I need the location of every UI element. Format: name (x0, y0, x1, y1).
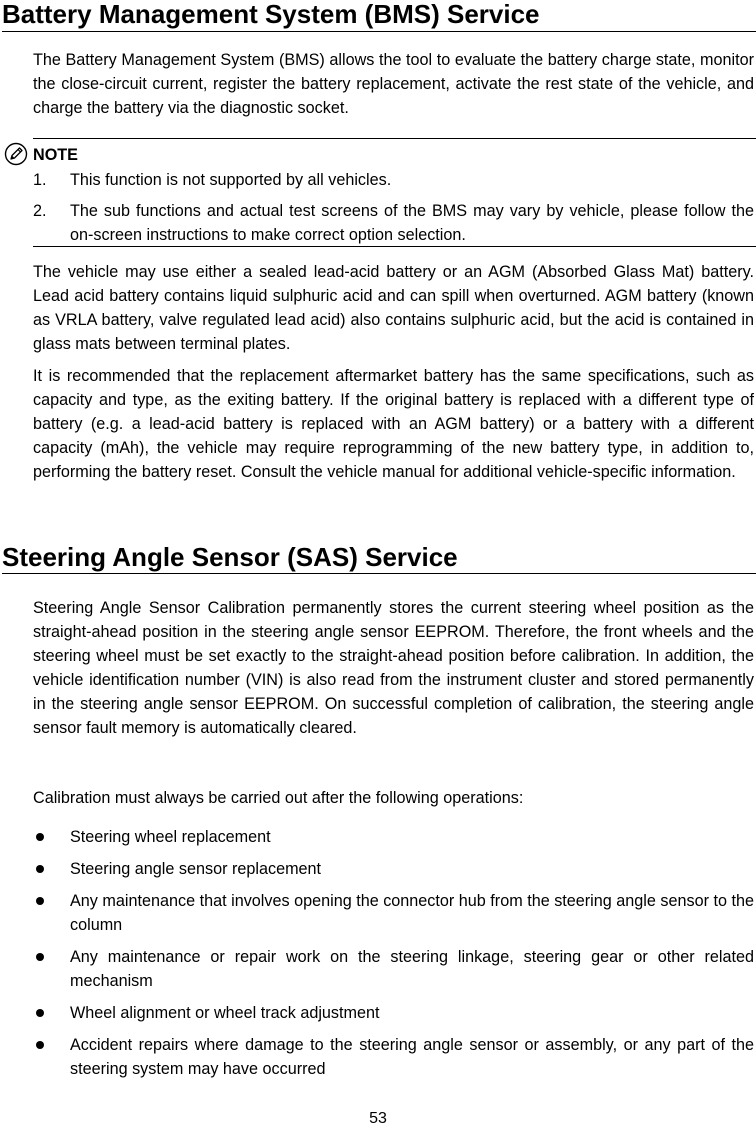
note-item-text: This function is not supported by all vehicles. (70, 171, 392, 189)
bullet-icon (36, 897, 44, 905)
list-item-text: Steering wheel replacement (70, 828, 271, 846)
bullet-icon (36, 865, 44, 873)
bullet-icon (36, 1041, 44, 1049)
page-number: 53 (369, 1110, 387, 1127)
list-item-text: Any maintenance that involves opening the connector hub from the steering angle sensor to the column (70, 892, 754, 934)
bullet-icon (36, 1009, 44, 1017)
bms-battery-types-paragraph: The vehicle may use either a sealed lead-acid battery or an AGM (Absorbed Glass Mat) battery. Lead acid battery contains liquid sulphuric acid and can spill when overturned. AGM battery (known as VRLA battery, valve regulated lead acid) also contains sulphuric acid, but the acid is contained in glass mats between terminal plates. (33, 263, 754, 353)
bms-replacement-paragraph: It is recommended that the replacement aftermarket battery has the same specifications, such as capacity and type, as the exiting battery. If the original battery is replaced with a different type of battery (e.g. a lead-acid battery is replaced with an AGM battery) or a battery with a different capacity (mAh), the vehicle may require reprogramming of the new battery type, in addition to, performing the battery reset. Consult the vehicle manual for additional vehicle-specific information. (33, 367, 754, 481)
bullet-icon (36, 953, 44, 961)
list-item-text: Wheel alignment or wheel track adjustment (70, 1004, 380, 1022)
bms-heading-rule (2, 31, 756, 32)
sas-heading-rule (2, 573, 756, 574)
note-bottom-rule (33, 246, 756, 247)
sas-operations-intro: Calibration must always be carried out after the following operations: (33, 789, 524, 807)
note-title: NOTE (33, 146, 78, 164)
sas-heading: Steering Angle Sensor (SAS) Service (2, 542, 458, 572)
note-top-rule (33, 138, 756, 139)
note-item-text: The sub functions and actual test screens of the BMS may vary by vehicle, please follow the on-screen instructions to make correct option selection. (70, 202, 754, 244)
note-item-number: 1. (33, 171, 47, 189)
sas-calibration-paragraph: Steering Angle Sensor Calibration permanently stores the current steering wheel position as the straight-ahead position in the steering angle sensor EEPROM. Therefore, the front wheels and the steering wheel must be set exactly to the straight-ahead position before calibration. In addition, the vehicle identification number (VIN) is also read from the instrument cluster and stored permanently in the steering angle sensor EEPROM. On successful completion of calibration, the steering angle sensor fault memory is automatically cleared. (33, 599, 754, 737)
list-item-text: Accident repairs where damage to the steering angle sensor or assembly, or any part of the steering system may have occurred (70, 1036, 754, 1078)
note-item-number: 2. (33, 202, 47, 220)
bms-intro-paragraph: The Battery Management System (BMS) allows the tool to evaluate the battery charge state, monitor the close-circuit current, register the battery replacement, activate the rest state of the vehicle, and charge the battery via the diagnostic socket. (33, 51, 754, 117)
bms-heading: Battery Management System (BMS) Service (2, 0, 540, 29)
pencil-icon (4, 142, 28, 166)
bullet-icon (36, 833, 44, 841)
list-item-text: Steering angle sensor replacement (70, 860, 322, 878)
list-item-text: Any maintenance or repair work on the steering linkage, steering gear or other related mechanism (70, 948, 754, 990)
